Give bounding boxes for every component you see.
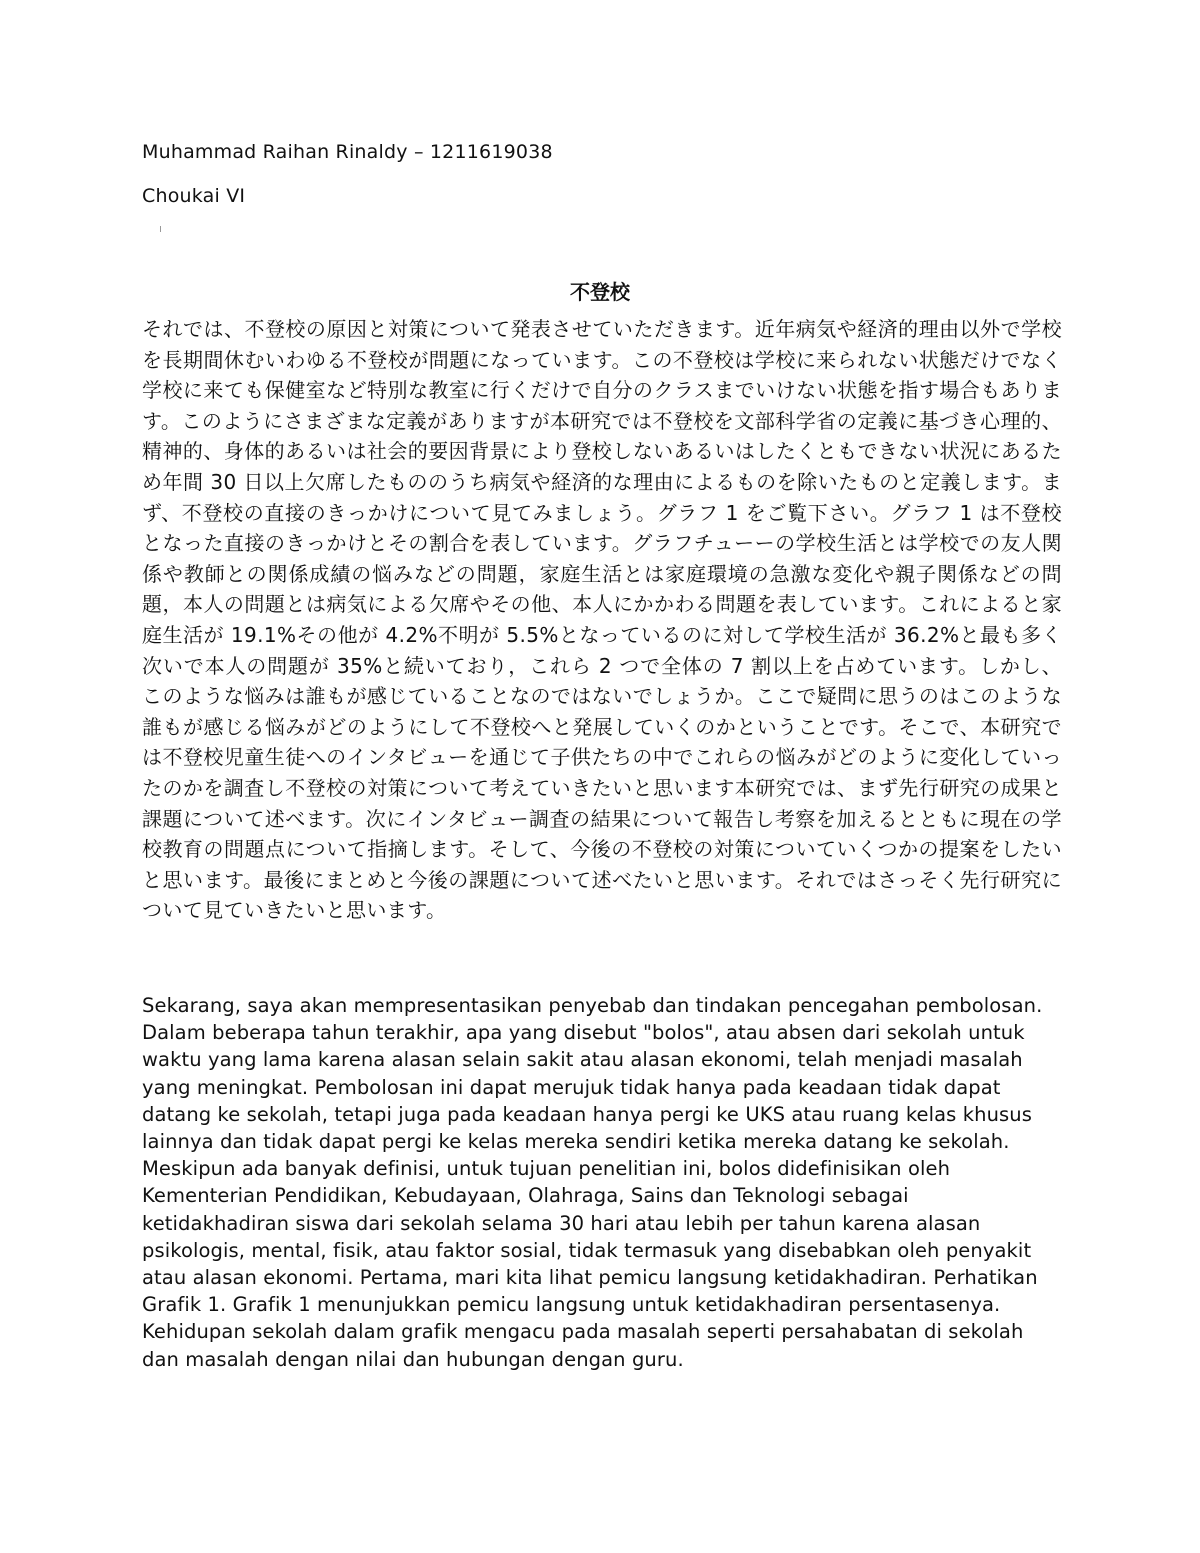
document-title: 不登校 bbox=[570, 280, 630, 304]
japanese-paragraph: それでは、不登校の原因と対策について発表させていただきます。近年病気や経済的理由以外で学校を長期間休むいわゆる不登校が問題になっています。この不登校は学校に来られない状態だけでなく学校に来ても保健室など特別な教室に行くだけで自分のクラスまでいけない状態を指す場合もあります。このようにさまざまな定義がありますが本研究では不登校を文部科学省の定義に基づき心理的、精神的、身体的あるいは社会的要因背景により登校しないあるいはしたくともできない状況にあるため年間 30 日以上欠席したもののうち病気や経済的な理由によるものを除いたものと定義します。まず、不登校の直接のきっかけについて見てみましょう。グラフ 1 をご覧下さい。グラフ 1 は不登校となった直接のきっかけとその割合を表しています。グラフチューーの学校生活とは学校での友人関係や教師との関係成績の悩みなどの問題，家庭生活とは家庭環境の急激な変化や親子関係などの問題，本人の問題とは病気による欠席やその他、本人にかかわる問題を表しています。これによると家庭生活が 19.1%その他が 4.2%不明が 5.5%となっているのに対して学校生活が 36.2%と最も多く次いで本人の問題が 35%と続いており，これら 2 つで全体の 7 割以上を占めています。しかし、このような悩みは誰もが感じていることなのではないでしょうか。ここで疑問に思うのはこのような誰もが感じる悩みがどのようにして不登校へと発展していくのかということです。そこで、本研究では不登校児童生徒へのインタビューを通じて子供たちの中でこれらの悩みがどのように変化していったのかを調査し不登校の対策について考えていきたいと思います本研究では、まず先行研究の成果と課題について述べます。次にインタビュー調査の結果について報告し考察を加えるとともに現在の学校教育の問題点について指摘します。そして、今後の不登校の対策についていくつかの提案をしたいと思います。最後にまとめと今後の課題について述べたいと思います。それではさっそく先行研究について見ていきたいと思います。 bbox=[142, 317, 1062, 923]
cursor-mark bbox=[160, 226, 161, 232]
indonesian-paragraph: Sekarang, saya akan mempresentasikan penyebab dan tindakan pencegahan pembolosan. Dalam beberapa tahun terakhir, apa yang disebut "bolos", atau absen dari sekolah untuk waktu yang lama karena alasan selain sakit atau alasan ekonomi, telah menjadi masalah yang meningkat. Pembolosan ini dapat merujuk tidak hanya pada keadaan tidak dapat datang ke sekolah, tetapi juga pada keadaan hanya pergi ke UKS atau ruang kelas khusus lainnya dan tidak dapat pergi ke kelas mereka sendiri ketika mereka datang ke sekolah. Meskipun ada banyak definisi, untuk tujuan penelitian ini, bolos didefinisikan oleh Kementerian Pendidikan, Kebudayaan, Olahraga, Sains dan Teknologi sebagai ketidakhadiran siswa dari sekolah selama 30 hari atau lebih per tahun karena alasan psikologis, mental, fisik, atau faktor sosial, tidak termasuk yang disebabkan oleh penyakit atau alasan ekonomi. Pertama, mari kita lihat pemicu langsung ketidakhadiran. Perhatikan Grafik 1. Grafik 1 menunjukkan pemicu langsung untuk ketidakhadiran persentasenya. Kehidupan sekolah dalam grafik mengacu pada masalah seperti persahabatan di sekolah dan masalah dengan nilai dan hubungan dengan guru. bbox=[142, 994, 1043, 1371]
course-line: Choukai VI bbox=[142, 185, 246, 207]
author-line: Muhammad Raihan Rinaldy – 1211619038 bbox=[142, 141, 553, 163]
